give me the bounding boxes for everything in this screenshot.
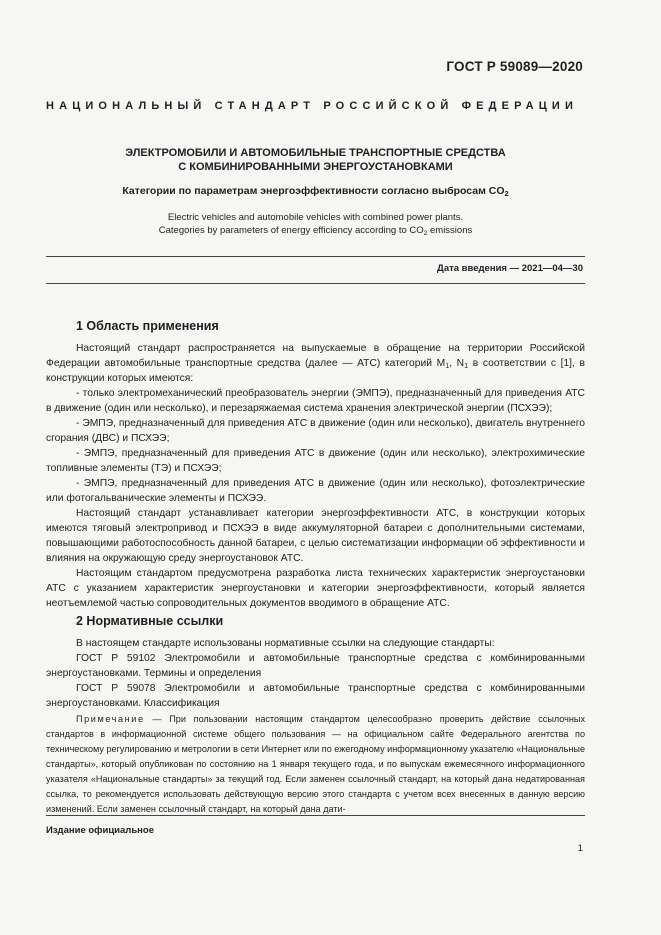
section1-heading: 1 Область применения xyxy=(76,319,219,333)
note-label: Примечание xyxy=(76,714,145,724)
section2-paragraph-1: В настоящем стандарте использованы нормативные ссылки на следующие стандарты: xyxy=(76,638,495,649)
english-title-sub: 2 xyxy=(423,230,428,237)
divider-bottom xyxy=(46,815,585,816)
standard-title xyxy=(46,146,585,174)
section1-body xyxy=(46,341,585,611)
english-title xyxy=(46,211,585,237)
standard-title-line1: ЭЛЕКТРОМОБИЛИ И АВТОМОБИЛЬНЫЕ ТРАНСПОРТНЫЕ СРЕДСТВА xyxy=(125,147,506,159)
subtitle-sub: 2 xyxy=(504,189,509,198)
note-block xyxy=(46,712,585,817)
divider-after-date xyxy=(46,283,585,284)
official-edition: Издание официальное xyxy=(46,825,154,836)
standard-subtitle xyxy=(46,185,585,197)
list-item: - ЭМПЭ, предназначенный для приведения АТС в движение (один или несколько), фотоэлектрические или фотогальванические элементы и ПСХЭЭ. xyxy=(46,478,585,504)
note-paragraph xyxy=(46,712,585,817)
section2-reference-2: ГОСТ Р 59078 Электромобили и автомобильные транспортные средства с комбинированными энергоустановками. Классификация xyxy=(46,683,585,709)
s1p1-a: Настоящий стандарт распространяется на выпускаемые в обращение на территории Российской Федерации автомобильные транспортные средства (далее — АТС) категорий M xyxy=(46,343,585,369)
note-text: — При пользовании настоящим стандартом целесообразно проверить действие ссылочных стандартов в информационной системе общего пользования — на официальном сайте Федерального агентства по техническому регулированию и метрологии в сети Интернет или по ежегодному информационному указателю «Национальные стандарты», который опубликован по состоянию на 1 января текущего года, и по выпускам ежемесячного информационного указателя «Национальные стандарты» за текущий год. Если заменен ссылочный стандарт, на который дана недатированная ссылка, то рекомендуется использовать действующую версию этого стандарта с учетом всех внесенных в данную версию изменений. Если заменен ссылочный стандарт, на который дана дати- xyxy=(46,714,586,814)
english-title-line1: Electric vehicles and automobile vehicles with combined power plants. xyxy=(167,212,464,223)
divider-top xyxy=(46,256,585,257)
section1-paragraph-3: Настоящим стандартом предусмотрена разработка листа технических характеристик энергоустановки АТС с указанием характеристик энергоустановки и категории энергоэффективности, который является неотъемлемой частью сопроводительных документов вводимого в обращение АТС. xyxy=(46,568,585,609)
s1p1-b: , N xyxy=(449,358,465,369)
section1-paragraph-1 xyxy=(46,341,585,386)
s1p1-c: в соответствии с [1], в конструкции которых имеются: xyxy=(46,358,585,384)
subtitle-text: Категории по параметрам энергоэффективности согласно выбросам CO xyxy=(122,185,505,197)
english-title-line2-b: emissions xyxy=(427,225,473,236)
section2-heading: 2 Нормативные ссылки xyxy=(76,614,224,628)
list-item: - ЭМПЭ, предназначенный для приведения АТС в движение (один или несколько), электрохимические топливные элементы (ТЭ) и ПСХЭЭ; xyxy=(46,448,585,474)
national-standard-title: НАЦИОНАЛЬНЫЙ СТАНДАРТ РОССИЙСКОЙ ФЕДЕРАЦИИ xyxy=(46,100,579,112)
s1p1-sub1: 1 xyxy=(445,361,450,370)
section2-body xyxy=(46,636,585,711)
gost-number: ГОСТ Р 59089—2020 xyxy=(446,59,583,74)
english-title-line2 xyxy=(46,224,585,237)
english-title-line2-a: Categories by parameters of energy efficiency according to CO xyxy=(158,225,424,236)
page-number: 1 xyxy=(577,843,583,854)
introduction-date: Дата введения — 2021—04—30 xyxy=(437,263,583,274)
standard-title-line2: С КОМБИНИРОВАННЫМИ ЭНЕРГОУСТАНОВКАМИ xyxy=(178,161,453,173)
section1-paragraph-2: Настоящий стандарт устанавливает категории энергоэффективности АТС, в конструкции которых имеются тяговый электропривод и ПСХЭЭ в виде аккумуляторной батареи с дополнительными системами, повышающими работоспособность данной батареи, с целью систематизации информации об эффективности и влияния на окружающую среду энергоустановок АТС. xyxy=(46,508,585,564)
section2-reference-1: ГОСТ Р 59102 Электромобили и автомобильные транспортные средства с комбинированными энергоустановками. Термины и определения xyxy=(46,653,585,679)
list-item: - ЭМПЭ, предназначенный для приведения АТС в движение (один или несколько), двигатель внутреннего сгорания (ДВС) и ПСХЭЭ; xyxy=(46,418,585,444)
s1p1-sub2: 1 xyxy=(464,361,469,370)
list-item: - только электромеханический преобразователь энергии (ЭМПЭ), предназначенный для приведения АТС в движение (один или несколько), и перезаряжаемая система хранения электрической энергии (ПСХЭЭ); xyxy=(46,388,585,414)
